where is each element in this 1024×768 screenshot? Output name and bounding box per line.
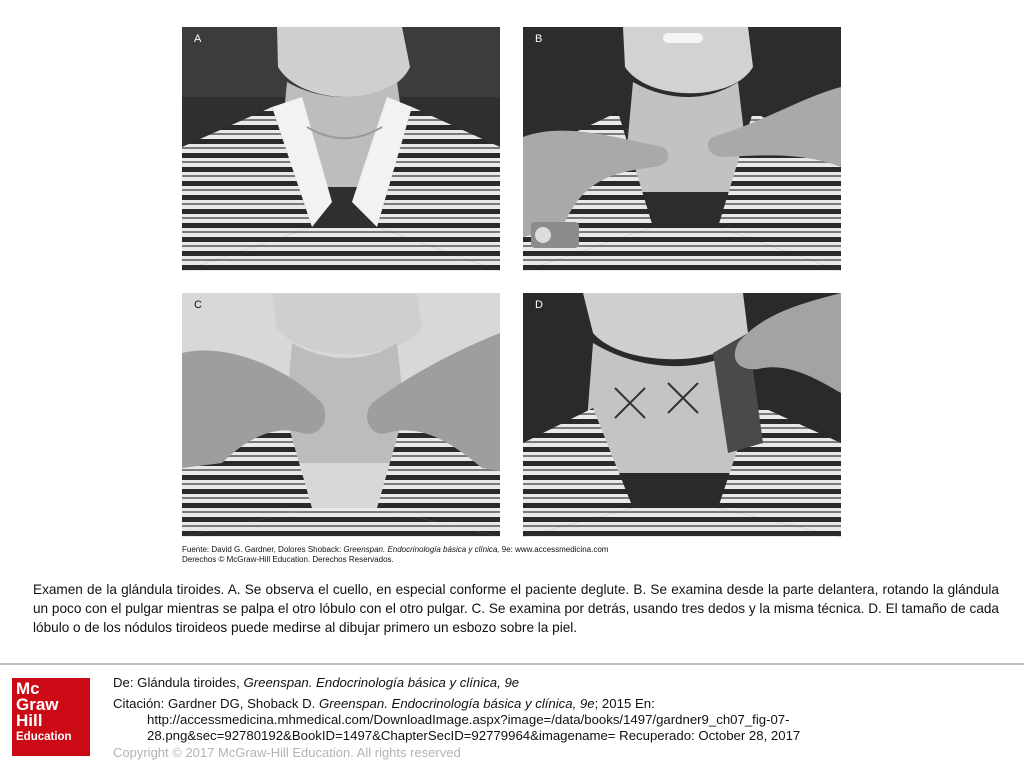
photo-panel-c bbox=[182, 293, 500, 537]
source-prefix: Fuente: David G. Gardner, Dolores Shoback: bbox=[182, 545, 344, 554]
citation-title: Greenspan. Endocrinología básica y clínica, 9e bbox=[318, 696, 595, 711]
front-palpation-photo bbox=[523, 27, 841, 271]
logo-line-education: Education bbox=[16, 731, 72, 743]
logo-line-mc: Mc bbox=[16, 679, 40, 698]
photo-panel-d bbox=[523, 293, 841, 537]
from-line bbox=[113, 675, 1013, 691]
citation-line bbox=[113, 696, 1013, 712]
citation-url-line-2: 28.png&sec=92780192&BookID=1497&ChapterSecID=92779964&imagename= Recuperado: October 28, 2017 bbox=[147, 728, 801, 743]
source-rights: Derechos © McGraw-Hill Education. Derechos Reservados. bbox=[182, 555, 394, 564]
source-title: Greenspan. Endocrinología básica y clínica, bbox=[343, 545, 500, 554]
logo-line-hill: Hill bbox=[16, 711, 43, 730]
neck-observation-photo bbox=[182, 27, 500, 271]
citation-label: Citación: Gardner DG, Shoback D. bbox=[113, 696, 319, 711]
citation-url-line-1: http://accessmedicina.mhmedical.com/DownloadImage.aspx?image=/data/books/1497/gardner9_ch07_fig-07- bbox=[147, 712, 790, 727]
photo-panel-a bbox=[182, 27, 500, 271]
copyright-notice: Copyright © 2017 McGraw-Hill Education. All rights reserved bbox=[113, 745, 461, 760]
divider bbox=[0, 663, 1024, 665]
mcgraw-hill-logo bbox=[12, 678, 90, 756]
reference-block bbox=[113, 675, 1013, 744]
panel-letter-a: A bbox=[194, 33, 202, 45]
figure-source bbox=[182, 545, 842, 565]
panel-letter-c: C bbox=[194, 299, 202, 311]
from-title: Greenspan. Endocrinología básica y clínica, 9e bbox=[243, 675, 520, 690]
photo-panel-b bbox=[523, 27, 841, 271]
panel-letter-b: B bbox=[535, 33, 543, 45]
source-suffix: 9e: www.accessmedicina.com bbox=[499, 545, 609, 554]
figure-caption: Examen de la glándula tiroides. A. Se observa el cuello, en especial conforme el paciente deglute. B. Se examina desde la parte delantera, rotando la glándula un poco con el pulgar mientras se palpa el otro lóbulo con el otro pulgar. C. Se examina por detrás, usando tres dedos y la misma técnica. D. El tamaño de cada lóbulo o de los nódulos tiroideos puede medirse al dibujar primero un esbozo sobre la piel. bbox=[33, 582, 999, 635]
logo-line-graw: Graw bbox=[16, 695, 59, 714]
back-palpation-photo bbox=[182, 293, 500, 537]
from-label: De: Glándula tiroides, bbox=[113, 675, 244, 690]
panel-letter-d: D bbox=[535, 299, 543, 311]
citation-suffix: ; 2015 En: bbox=[594, 696, 655, 711]
lobe-measurement-photo bbox=[523, 293, 841, 537]
